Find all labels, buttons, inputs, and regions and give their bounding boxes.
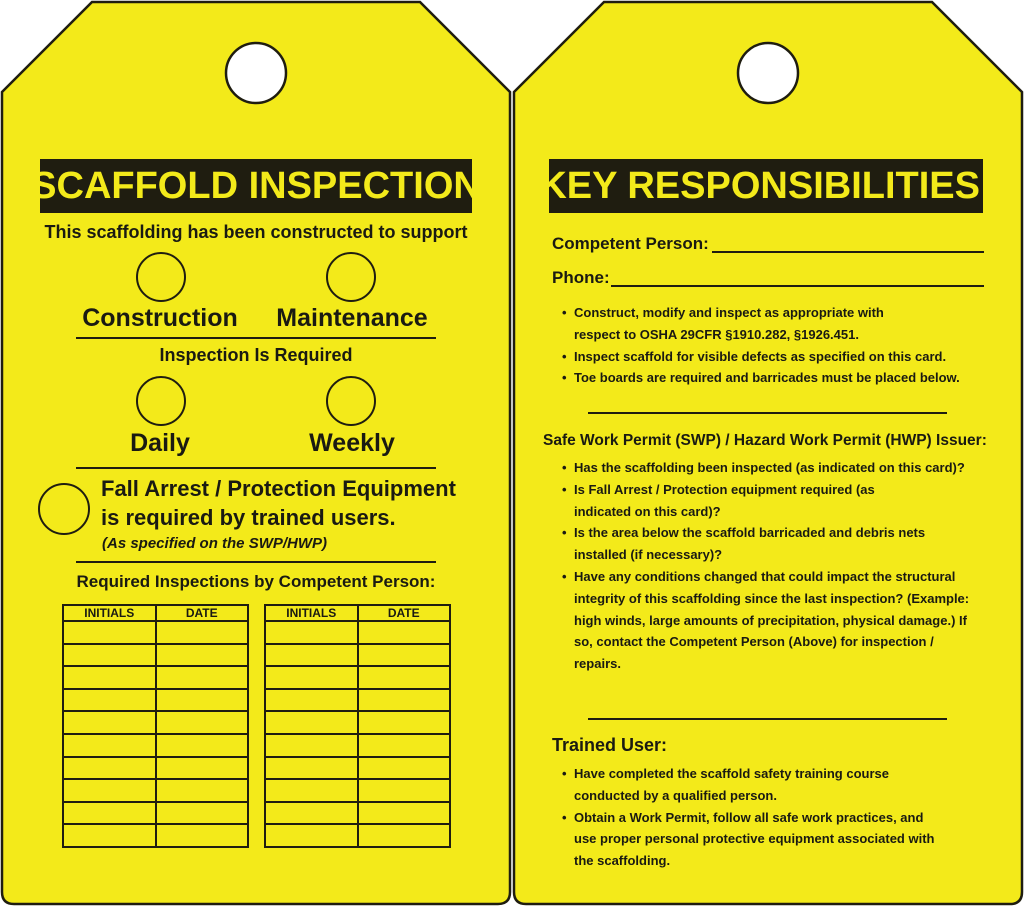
inspection-heading: Inspection Is Required [159, 345, 353, 365]
key-responsibilities-tag [512, 0, 1024, 906]
initials-cell[interactable] [63, 621, 156, 644]
table-row [63, 734, 248, 757]
list-item: • Is the area below the scaffold barricaded and debris nets installed (if necessary)? [574, 522, 954, 566]
phone-field[interactable] [611, 285, 984, 287]
date-cell[interactable] [358, 711, 451, 734]
list-item: • Have any conditions changed that could impact the structural integrity of this scaffolding since the last inspection? (Example: high winds, large amounts of precipitation, physical damage.) If so, contact the Competent Person (Above) for inspection / repairs. [574, 566, 978, 675]
fall-arrest-note: (As specified on the SWP/HWP) [102, 535, 328, 552]
table-row [265, 666, 450, 689]
title-banner: KEY RESPONSIBILITIES: [549, 159, 983, 213]
date-cell[interactable] [156, 666, 249, 689]
permit-bullets [562, 457, 1002, 675]
initials-cell[interactable] [63, 689, 156, 712]
table-row [63, 757, 248, 780]
initials-cell[interactable] [265, 689, 358, 712]
date-header: DATE [156, 605, 249, 621]
competent-person-field[interactable] [712, 251, 984, 253]
initials-cell[interactable] [265, 802, 358, 825]
table-row [63, 644, 248, 667]
initials-cell[interactable] [63, 666, 156, 689]
maintenance-label: Maintenance [276, 304, 428, 332]
initials-cell[interactable] [63, 757, 156, 780]
table-row [265, 802, 450, 825]
fall-arrest-checkbox[interactable] [38, 483, 90, 535]
initials-cell[interactable] [265, 779, 358, 802]
initials-cell[interactable] [63, 824, 156, 847]
table-row [265, 621, 450, 644]
date-cell[interactable] [358, 734, 451, 757]
initials-cell[interactable] [265, 757, 358, 780]
date-cell[interactable] [358, 802, 451, 825]
date-cell[interactable] [156, 734, 249, 757]
daily-checkbox[interactable] [136, 376, 186, 426]
date-cell[interactable] [358, 644, 451, 667]
table-row [265, 689, 450, 712]
maintenance-checkbox[interactable] [326, 252, 376, 302]
table-row [265, 711, 450, 734]
initials-cell[interactable] [63, 644, 156, 667]
competent-person-label: Competent Person: [552, 234, 709, 253]
inspection-table-right [264, 604, 451, 848]
divider [588, 718, 947, 720]
initials-cell[interactable] [63, 711, 156, 734]
table-row [63, 666, 248, 689]
table-row [63, 621, 248, 644]
divider [588, 412, 947, 414]
list-item: • Inspect scaffold for visible defects as specified on this card. [574, 346, 1002, 368]
table-row [265, 757, 450, 780]
date-cell[interactable] [358, 779, 451, 802]
date-cell[interactable] [358, 621, 451, 644]
date-cell[interactable] [358, 689, 451, 712]
trained-bullets [562, 763, 1002, 872]
phone-label: Phone: [552, 268, 610, 287]
table-row [265, 644, 450, 667]
initials-cell[interactable] [265, 711, 358, 734]
initials-cell[interactable] [265, 621, 358, 644]
initials-cell[interactable] [265, 824, 358, 847]
initials-header: INITIALS [265, 605, 358, 621]
table-row [265, 734, 450, 757]
trained-user-heading: Trained User: [552, 735, 668, 755]
date-cell[interactable] [156, 779, 249, 802]
initials-header: INITIALS [63, 605, 156, 621]
list-item: • Has the scaffolding been inspected (as indicated on this card)? [574, 457, 1002, 479]
date-cell[interactable] [156, 711, 249, 734]
divider [76, 337, 436, 339]
initials-cell[interactable] [63, 779, 156, 802]
list-item: • Is Fall Arrest / Protection equipment required (as indicated on this card)? [574, 479, 894, 523]
divider [76, 467, 436, 469]
date-cell[interactable] [156, 621, 249, 644]
table-row [63, 802, 248, 825]
weekly-label: Weekly [309, 429, 395, 457]
permit-heading: Safe Work Permit (SWP) / Hazard Work Permit (HWP) Issuer: [543, 432, 987, 449]
date-cell[interactable] [156, 757, 249, 780]
list-item: • Obtain a Work Permit, follow all safe work practices, and use proper personal protective equipment associated with the scaffolding. [574, 807, 944, 872]
date-cell[interactable] [156, 824, 249, 847]
initials-cell[interactable] [63, 734, 156, 757]
divider [76, 561, 436, 563]
weekly-checkbox[interactable] [326, 376, 376, 426]
date-cell[interactable] [358, 757, 451, 780]
grommet-hole [226, 43, 286, 103]
daily-label: Daily [130, 429, 190, 457]
table-heading: Required Inspections by Competent Person: [76, 572, 436, 591]
date-cell[interactable] [156, 644, 249, 667]
initials-cell[interactable] [63, 802, 156, 825]
date-cell[interactable] [156, 689, 249, 712]
list-item: • Toe boards are required and barricades must be placed below. [574, 367, 1002, 389]
construction-checkbox[interactable] [136, 252, 186, 302]
list-item: • Construct, modify and inspect as appropriate with respect to OSHA 29CFR §1910.282, §1926.451. [574, 302, 914, 346]
date-header: DATE [358, 605, 451, 621]
initials-cell[interactable] [265, 644, 358, 667]
list-item: • Have completed the scaffold safety training course conducted by a qualified person. [574, 763, 924, 807]
construction-label: Construction [82, 304, 238, 332]
date-cell[interactable] [358, 824, 451, 847]
initials-cell[interactable] [265, 734, 358, 757]
initials-cell[interactable] [265, 666, 358, 689]
title-banner: SCAFFOLD INSPECTION [40, 159, 472, 213]
subtitle: This scaffolding has been constructed to support [44, 222, 468, 242]
competent-bullets [562, 302, 1002, 389]
fall-arrest-line1: Fall Arrest / Protection Equipment [101, 476, 456, 501]
table-row [63, 689, 248, 712]
date-cell[interactable] [156, 802, 249, 825]
inspection-table-left [62, 604, 249, 848]
table-row [63, 779, 248, 802]
fall-arrest-line2: is required by trained users. [101, 505, 396, 530]
grommet-hole [738, 43, 798, 103]
date-cell[interactable] [358, 666, 451, 689]
table-row [63, 711, 248, 734]
table-row [265, 824, 450, 847]
table-row [63, 824, 248, 847]
table-row [265, 779, 450, 802]
